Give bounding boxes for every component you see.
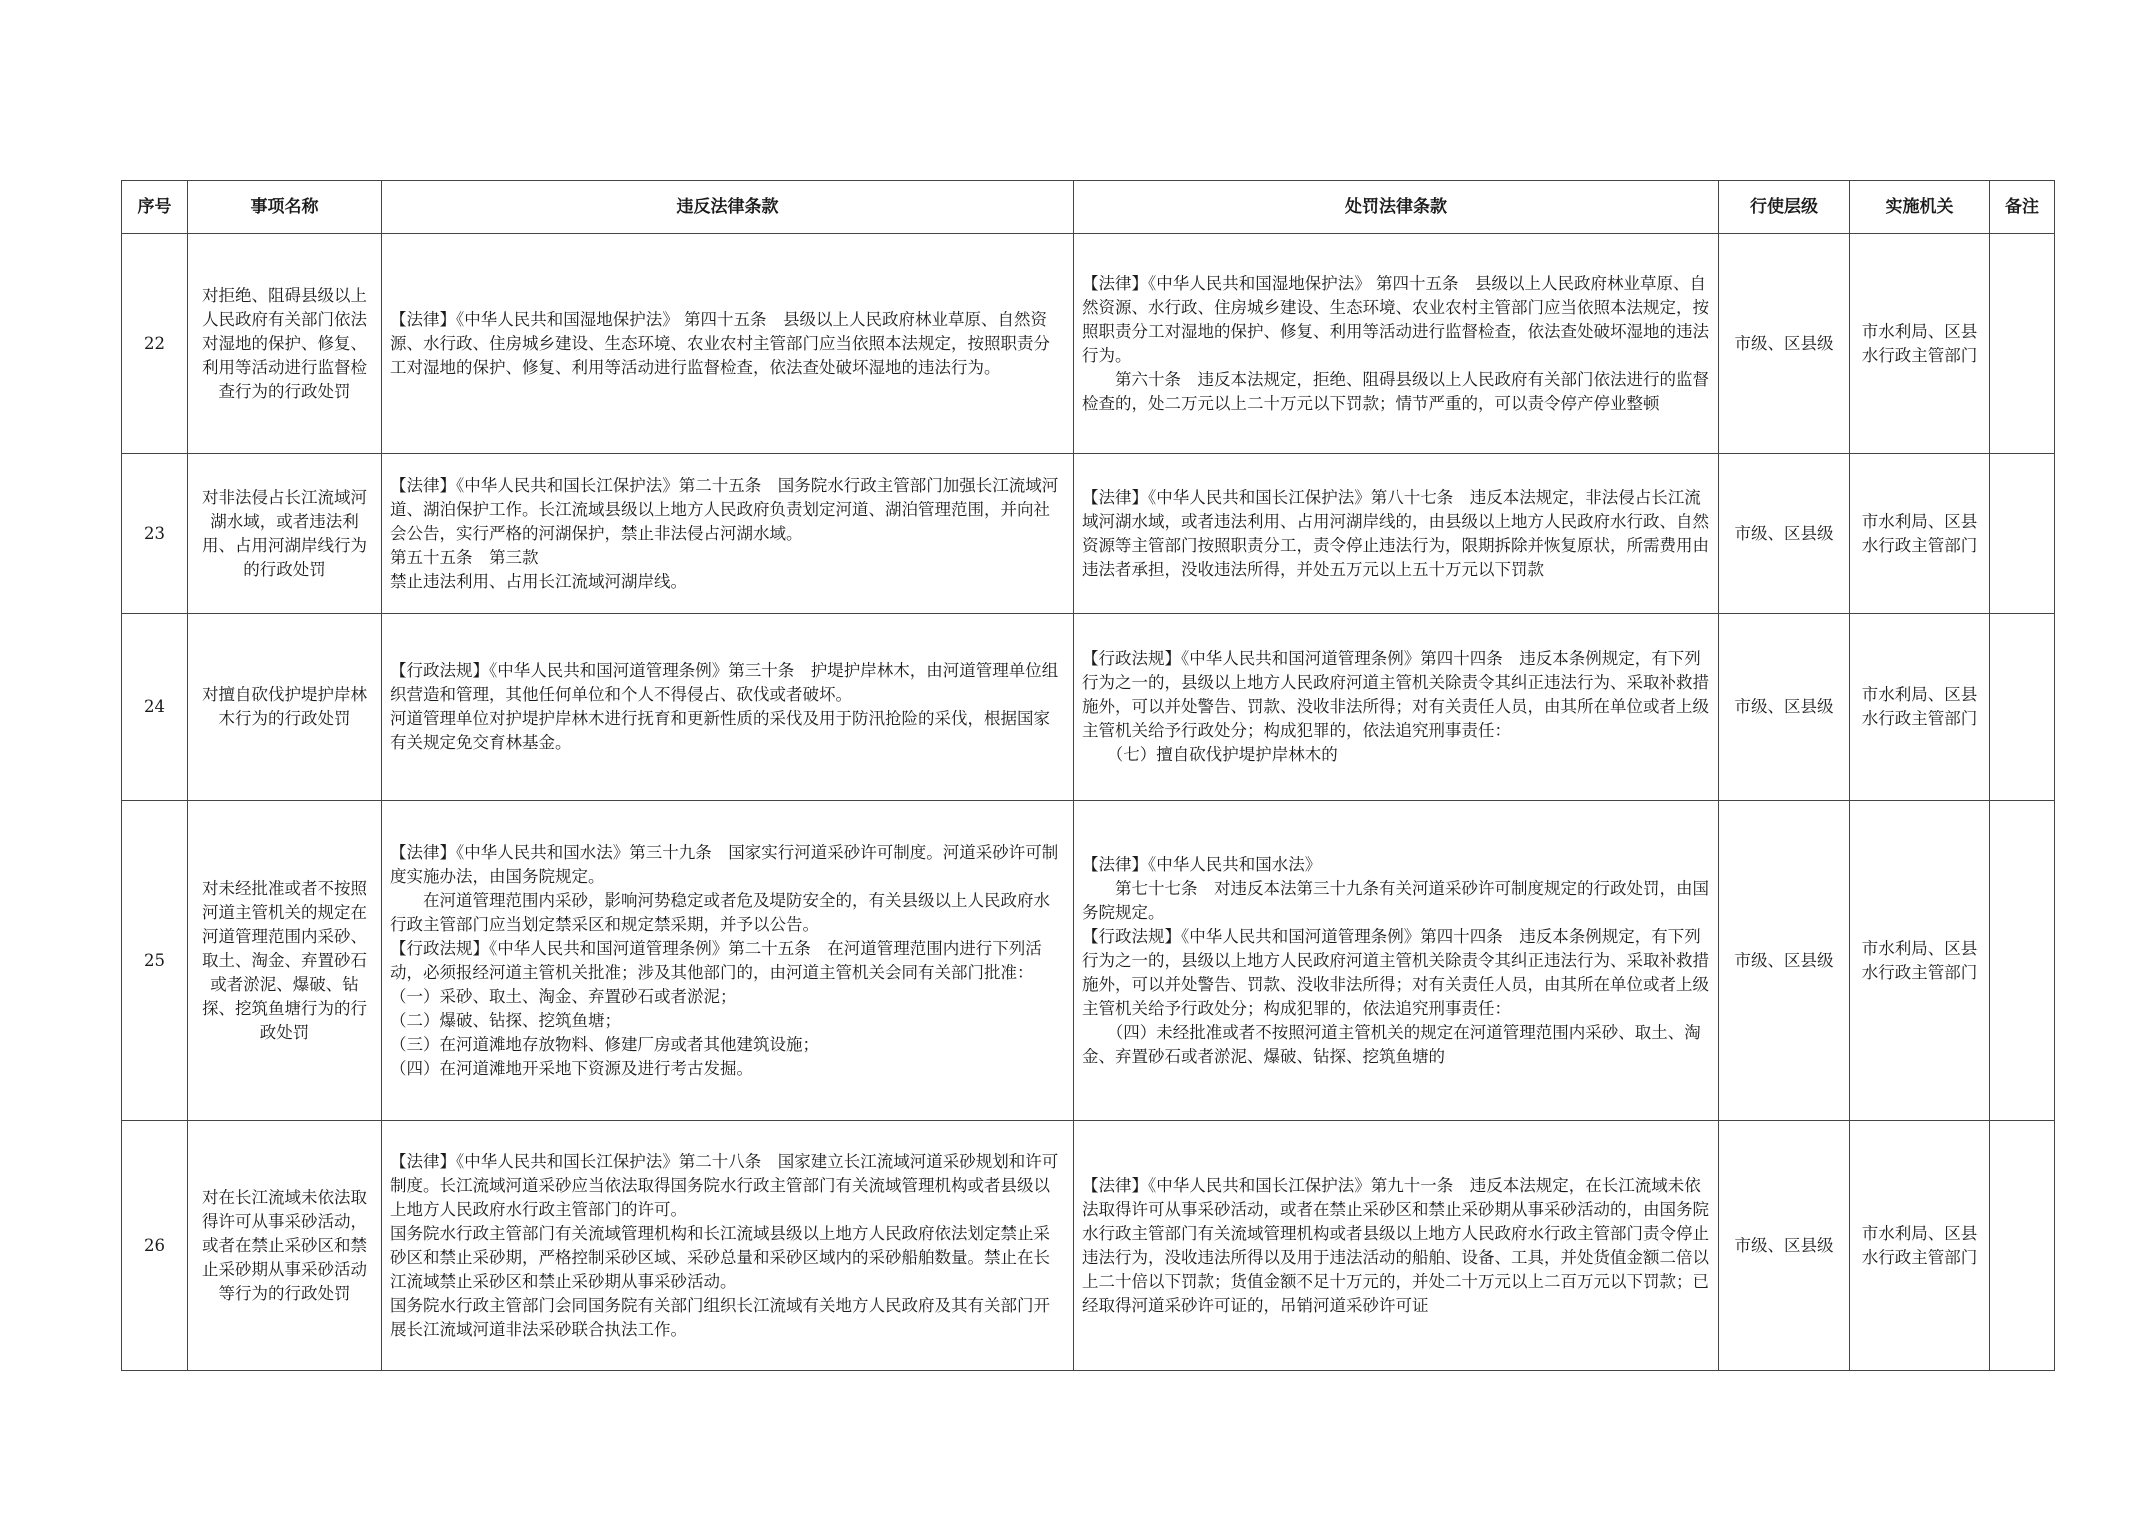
penalty-table <box>121 180 2055 1371</box>
row-violation-clause: 【行政法规】《中华人民共和国河道管理条例》第三十条 护堤护岸林木，由河道管理单位组织营造和管理，其他任何单位和个人不得侵占、砍伐或者破坏。 河道管理单位对护堤护岸林木进行抚育和更新性质的采伐及用于防汛抢险的采伐，根据国家有关规定免交育林基金。 <box>382 614 1074 801</box>
row-item-name: 对拒绝、阻碍县级以上人民政府有关部门依法对湿地的保护、修复、利用等活动进行监督检查行为的行政处罚 <box>188 234 382 454</box>
row-no: 22 <box>122 234 188 454</box>
row-penalty-clause: 【法律】《中华人民共和国湿地保护法》 第四十五条 县级以上人民政府林业草原、自然资源、水行政、住房城乡建设、生态环境、农业农村主管部门应当依照本法规定，按照职责分工对湿地的保护、修复、利用等活动进行监督检查，依法查处破坏湿地的违法行为。 第六十条 违反本法规定，拒绝、阻碍县级以上人民政府有关部门依法进行的监督检查的，处二万元以上二十万元以下罚款；情节严重的，可以责令停产停业整顿 <box>1074 234 1719 454</box>
row-remark <box>1990 234 2055 454</box>
row-violation-clause: 【法律】《中华人民共和国长江保护法》第二十五条 国务院水行政主管部门加强长江流域河道、湖泊保护工作。长江流域县级以上地方人民政府负责划定河道、湖泊管理范围，并向社会公告，实行严格的河湖保护，禁止非法侵占河湖水域。 第五十五条 第三款 禁止违法利用、占用长江流域河湖岸线。 <box>382 454 1074 614</box>
row-level: 市级、区县级 <box>1719 614 1850 801</box>
row-penalty-clause: 【法律】《中华人民共和国长江保护法》第九十一条 违反本法规定，在长江流域未依法取得许可从事采砂活动，或者在禁止采砂区和禁止采砂期从事采砂活动的，由国务院水行政主管部门有关流域管理机构或者县级以上地方人民政府水行政主管部门责令停止违法行为，没收违法所得以及用于违法活动的船舶、设备、工具，并处货值金额二倍以上二十倍以下罚款；货值金额不足十万元的，并处二十万元以上二百万元以下罚款；已经取得河道采砂许可证的，吊销河道采砂许可证 <box>1074 1121 1719 1371</box>
header-name: 事项名称 <box>188 181 382 234</box>
table-row <box>122 801 2055 1121</box>
row-level: 市级、区县级 <box>1719 234 1850 454</box>
table-row <box>122 234 2055 454</box>
row-no: 23 <box>122 454 188 614</box>
header-remark: 备注 <box>1990 181 2055 234</box>
table-row <box>122 614 2055 801</box>
row-remark <box>1990 801 2055 1121</box>
header-no: 序号 <box>122 181 188 234</box>
row-no: 26 <box>122 1121 188 1371</box>
table-row <box>122 454 2055 614</box>
table-row <box>122 1121 2055 1371</box>
row-agency: 市水利局、区县水行政主管部门 <box>1850 1121 1990 1371</box>
header-level: 行使层级 <box>1719 181 1850 234</box>
row-no: 25 <box>122 801 188 1121</box>
row-remark <box>1990 1121 2055 1371</box>
row-violation-clause: 【法律】《中华人民共和国水法》第三十九条 国家实行河道采砂许可制度。河道采砂许可制度实施办法，由国务院规定。 在河道管理范围内采砂，影响河势稳定或者危及堤防安全的，有关县级以上人民政府水行政主管部门应当划定禁采区和规定禁采期，并予以公告。 【行政法规】《中华人民共和国河道管理条例》第二十五条 在河道管理范围内进行下列活动，必须报经河道主管机关批准；涉及其他部门的，由河道主管机关会同有关部门批准： （一）采砂、取土、淘金、弃置砂石或者淤泥； （二）爆破、钻探、挖筑鱼塘； （三）在河道滩地存放物料、修建厂房或者其他建筑设施； （四）在河道滩地开采地下资源及进行考古发掘。 <box>382 801 1074 1121</box>
table-header-row <box>122 181 2055 234</box>
row-item-name: 对在长江流域未依法取得许可从事采砂活动，或者在禁止采砂区和禁止采砂期从事采砂活动等行为的行政处罚 <box>188 1121 382 1371</box>
row-penalty-clause: 【行政法规】《中华人民共和国河道管理条例》第四十四条 违反本条例规定，有下列行为之一的，县级以上地方人民政府河道主管机关除责令其纠正违法行为、采取补救措施外，可以并处警告、罚款、没收非法所得；对有关责任人员，由其所在单位或者上级主管机关给予行政处分；构成犯罪的，依法追究刑事责任： （七）擅自砍伐护堤护岸林木的 <box>1074 614 1719 801</box>
row-no: 24 <box>122 614 188 801</box>
row-agency: 市水利局、区县水行政主管部门 <box>1850 801 1990 1121</box>
header-penalty: 处罚法律条款 <box>1074 181 1719 234</box>
row-item-name: 对非法侵占长江流域河湖水域，或者违法利用、占用河湖岸线行为的行政处罚 <box>188 454 382 614</box>
row-item-name: 对未经批准或者不按照河道主管机关的规定在河道管理范围内采砂、取土、淘金、弃置砂石或者淤泥、爆破、钻探、挖筑鱼塘行为的行政处罚 <box>188 801 382 1121</box>
row-remark <box>1990 454 2055 614</box>
row-level: 市级、区县级 <box>1719 1121 1850 1371</box>
row-violation-clause: 【法律】《中华人民共和国湿地保护法》 第四十五条 县级以上人民政府林业草原、自然资源、水行政、住房城乡建设、生态环境、农业农村主管部门应当依照本法规定，按照职责分工对湿地的保护、修复、利用等活动进行监督检查，依法查处破坏湿地的违法行为。 <box>382 234 1074 454</box>
row-agency: 市水利局、区县水行政主管部门 <box>1850 614 1990 801</box>
header-violation: 违反法律条款 <box>382 181 1074 234</box>
row-agency: 市水利局、区县水行政主管部门 <box>1850 454 1990 614</box>
document-page <box>121 180 2054 1371</box>
row-item-name: 对擅自砍伐护堤护岸林木行为的行政处罚 <box>188 614 382 801</box>
row-penalty-clause: 【法律】《中华人民共和国水法》 第七十七条 对违反本法第三十九条有关河道采砂许可制度规定的行政处罚，由国务院规定。 【行政法规】《中华人民共和国河道管理条例》第四十四条 违反本条例规定，有下列行为之一的，县级以上地方人民政府河道主管机关除责令其纠正违法行为、采取补救措施外，可以并处警告、罚款、没收非法所得；对有关责任人员，由其所在单位或者上级主管机关给予行政处分；构成犯罪的，依法追究刑事责任： （四）未经批准或者不按照河道主管机关的规定在河道管理范围内采砂、取土、淘金、弃置砂石或者淤泥、爆破、钻探、挖筑鱼塘的 <box>1074 801 1719 1121</box>
header-agency: 实施机关 <box>1850 181 1990 234</box>
row-level: 市级、区县级 <box>1719 454 1850 614</box>
row-remark <box>1990 614 2055 801</box>
row-penalty-clause: 【法律】《中华人民共和国长江保护法》第八十七条 违反本法规定，非法侵占长江流域河湖水域，或者违法利用、占用河湖岸线的，由县级以上地方人民政府水行政、自然资源等主管部门按照职责分工，责令停止违法行为，限期拆除并恢复原状，所需费用由违法者承担，没收违法所得，并处五万元以上五十万元以下罚款 <box>1074 454 1719 614</box>
row-agency: 市水利局、区县水行政主管部门 <box>1850 234 1990 454</box>
row-level: 市级、区县级 <box>1719 801 1850 1121</box>
row-violation-clause: 【法律】《中华人民共和国长江保护法》第二十八条 国家建立长江流域河道采砂规划和许可制度。长江流域河道采砂应当依法取得国务院水行政主管部门有关流域管理机构或者县级以上地方人民政府水行政主管部门的许可。 国务院水行政主管部门有关流域管理机构和长江流域县级以上地方人民政府依法划定禁止采砂区和禁止采砂期，严格控制采砂区域、采砂总量和采砂区域内的采砂船舶数量。禁止在长江流域禁止采砂区和禁止采砂期从事采砂活动。 国务院水行政主管部门会同国务院有关部门组织长江流域有关地方人民政府及其有关部门开展长江流域河道非法采砂联合执法工作。 <box>382 1121 1074 1371</box>
